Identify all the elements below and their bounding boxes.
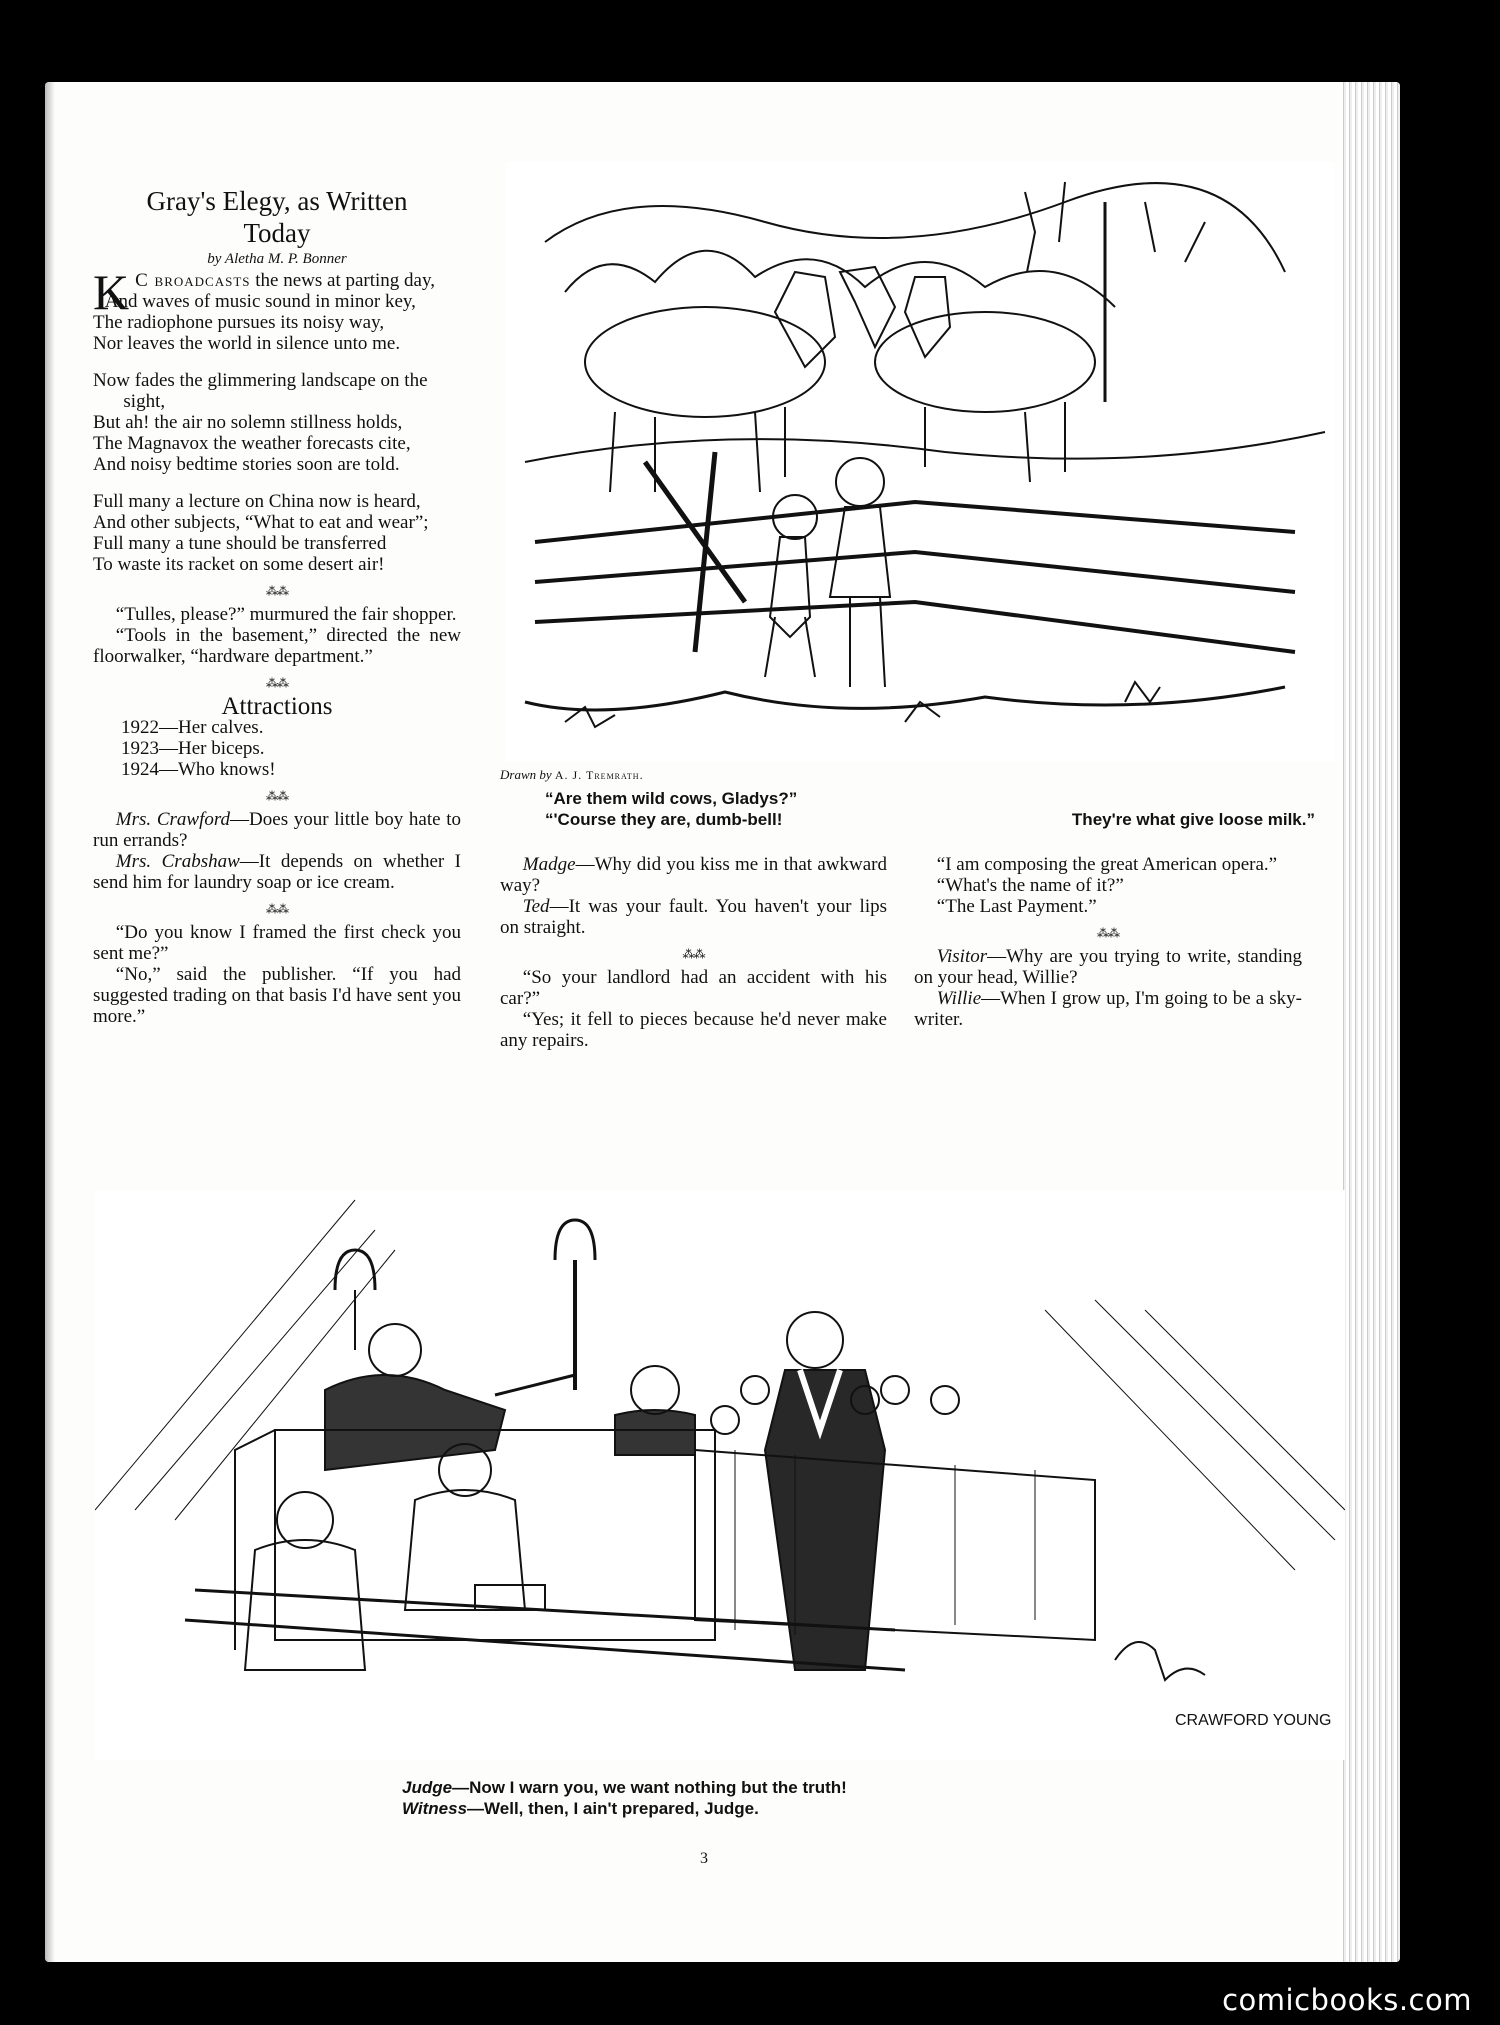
poem-title: Gray's Elegy, as Written Today [146,186,408,248]
credit-artist: A. J. Tremrath. [554,768,644,782]
caption-line-row [545,809,1345,830]
speaker-name: Judge [402,1778,453,1797]
speaker-name: Mrs. Crawford [115,809,231,830]
caption-line [402,1777,1102,1798]
speaker-name: Madge [522,854,576,875]
joke-paragraph: “Tulles, please?” murmured the fair shopper. [115,604,457,625]
speaker-line: —Does your little boy hate to run errands? [93,809,461,851]
poem-line: Nor leaves the world in silence unto me. [93,333,401,354]
credit-prefix: Drawn by [500,767,552,782]
poem-first-smallcaps: C broadcasts [135,270,251,291]
caption-line: “Are them wild cows, Gladys?” [545,789,798,808]
poem-line: Now fades the glimmering landscape on the sight, [93,370,428,412]
separator: ⁂⁂ [1097,926,1119,940]
site-watermark: comicbooks.com [1222,1983,1472,2017]
separator: ⁂⁂ [266,584,288,598]
magazine-page [45,82,1400,1962]
joke-paragraph [914,988,1302,1030]
page-gutter-shadow [45,82,55,1962]
cow-cartoon-caption [545,788,1345,830]
attractions-line: 1924—Who knows! [121,759,276,780]
joke-paragraph [500,854,887,896]
caption-line [402,1798,1102,1819]
poem-stanza-2 [93,370,461,475]
speaker-line: —Well, then, I ain't prepared, Judge. [467,1799,759,1818]
joke-paragraph [914,946,1302,988]
cow-cartoon-drawing [505,162,1335,762]
speaker-line: —It was your fault. You haven't your lips on straight. [500,896,887,938]
book-page-edges [1340,82,1400,1962]
speaker-line: —When I grow up, I'm going to be a sky-writer. [914,988,1302,1030]
poem-line: To waste its racket on some desert air! [93,554,385,575]
joke-paragraph [93,809,461,851]
speaker-line: —Now I warn you, we want nothing but the truth! [452,1778,847,1797]
speaker-name: Ted [522,896,550,917]
cow-cartoon-credit [500,767,644,783]
speaker-line: —Why are you trying to write, standing on your head, Willie? [914,946,1302,988]
attractions-line: 1923—Her biceps. [121,738,265,759]
page-number: 3 [700,1850,708,1867]
courtroom-cartoon-illustration [95,1190,1345,1760]
poem-stanza-1 [93,264,461,354]
joke-paragraph [500,896,887,938]
poem-line: And noisy bedtime stories soon are told. [93,454,400,475]
middle-column [500,854,887,1051]
joke-paragraph: “No,” said the publisher. “If you had suggested trading on that basis I'd have sent you more.” [93,964,461,1027]
poem-line: Full many a tune should be transferred [93,533,387,554]
courtroom-cartoon-drawing [95,1190,1345,1760]
artist-signature: CRAWFORD YOUNG [1175,1712,1332,1729]
poem-line: And other subjects, “What to eat and wear”; [93,512,429,533]
speaker-name: Visitor [936,946,988,967]
speaker-name: Mrs. Crabshaw [115,851,240,872]
poem-stanza-3 [93,491,461,575]
speaker-line: —It depends on whether I send him for laundry soap or ice cream. [93,851,462,893]
poem-line: But ah! the air no solemn stillness holds, [93,412,403,433]
separator: ⁂⁂ [266,676,288,690]
joke-paragraph: “What's the name of it?” [936,875,1124,896]
caption-line: “'Course they are, dumb-bell! [545,810,783,829]
separator: ⁂⁂ [682,947,705,961]
poem-line: The Magnavox the weather forecasts cite, [93,433,411,454]
poem-byline: by Aletha M. P. Bonner [207,251,347,267]
cow-cartoon-illustration [505,162,1335,762]
attractions-line: 1922—Her calves. [121,717,264,738]
poem-line: Full many a lecture on China now is heard, [93,491,421,512]
courtroom-cartoon-caption [402,1777,1102,1819]
joke-paragraph: “The Last Payment.” [936,896,1097,917]
joke-paragraph: “Do you know I framed the first check you sent me?” [93,922,461,964]
joke-paragraph: “I am composing the great American opera.” [936,854,1278,875]
separator: ⁂⁂ [266,902,288,916]
poem-first-line: the news at parting day, [250,270,435,291]
poem-line: And waves of music sound in minor key, [104,291,416,312]
joke-paragraph: “Yes; it fell to pieces because he'd never make any repairs. [500,1009,887,1051]
left-column [93,185,461,1027]
joke-paragraph [93,851,461,893]
caption-line: They're what give loose milk.” [1071,810,1315,829]
attractions-title: Attractions [221,693,333,720]
speaker-name: Willie [936,988,982,1009]
right-column [914,854,1302,1030]
joke-paragraph: “So your landlord had an accident with his car?” [500,967,887,1009]
poem-line: The radiophone pursues its noisy way, [93,312,385,333]
speaker-name: Witness [402,1799,468,1818]
joke-paragraph: “Tools in the basement,” directed the new floorwalker, “hardware department.” [93,625,461,667]
poem-dropcap: K [93,264,130,320]
speaker-line: —Why did you kiss me in that awkward way? [500,854,887,896]
separator: ⁂⁂ [266,789,288,803]
